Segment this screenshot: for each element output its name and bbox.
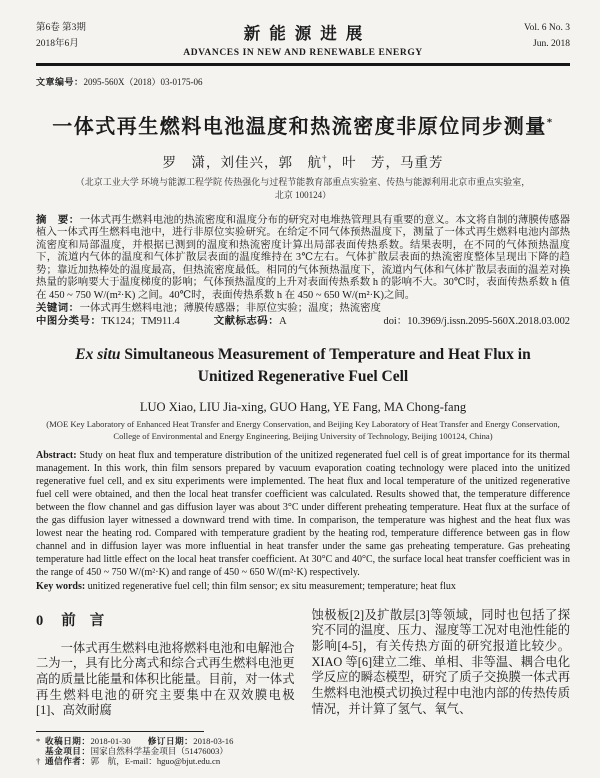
abstract-en — [36, 450, 570, 579]
footnote-divider — [36, 731, 204, 732]
affiliation-en: (MOE Key Laboratory of Enhanced Heat Transfer and Energy Conservation, and Beijing Key Laboratory of Heat Transfer and Energy Conservation, College of Environmental and Energy Engineering, Beijing University of Technology, Beijing 100124, China) — [46, 419, 560, 441]
date-cn: 2018年6月 — [36, 39, 79, 49]
volume-issue-cn: 第6卷 第3期 — [36, 23, 86, 33]
article-number — [36, 75, 570, 88]
body-columns — [36, 608, 570, 767]
paper-title-cn-text: 一体式再生燃料电池温度和热流密度非原位同步测量 — [52, 115, 547, 138]
paper-title-en-text: Simultaneous Measurement of Temperature and Heat Flux in Unitized Regenerative Fuel Cell — [120, 346, 531, 386]
revised-date: 2018-03-16 — [193, 736, 234, 747]
keywords-cn-text: 一体式再生燃料电池；薄膜传感器；非原位实验；温度；热流密度 — [79, 302, 381, 314]
section-number: 0 — [36, 612, 44, 629]
abstract-cn — [36, 215, 570, 303]
journal-title-block — [146, 20, 460, 58]
received-date: 2018-01-30 — [90, 736, 131, 747]
clc-group — [36, 315, 180, 328]
footnote-block — [36, 731, 295, 766]
journal-title-cn: 新能源进展 — [243, 24, 372, 43]
authors-cn-post: ，叶 芳，马重芳 — [327, 154, 444, 170]
authors-cn-pre: 罗 潇，刘佳兴，郭 航 — [162, 154, 322, 170]
paper-title-en — [70, 344, 536, 388]
affiliation-cn-line2: 北京 100124） — [274, 189, 332, 200]
abstract-en-label: Abstract: — [36, 450, 77, 462]
revised-label: 修订日期： — [147, 736, 194, 747]
keywords-cn — [36, 303, 570, 316]
article-number-value: 2095-560X（2018）03-0175-06 — [83, 76, 203, 87]
corresponding-value: 郭 航，E-mail：hguo@bjut.edu.cn — [90, 756, 221, 767]
affiliation-cn-line1: （北京工业大学 环境与能源工程学院 传热强化与过程节能教育部重点实验室、传热与能源利用北京市重点实验室， — [75, 176, 531, 187]
abstract-cn-label: 摘 要： — [36, 214, 80, 226]
received-label: 收稿日期： — [45, 736, 91, 747]
volume-issue-en: Vol. 6 No. 3 — [523, 23, 570, 33]
keywords-en-text: unitized regenerative fuel cell; thin film sensor; ex situ measurement; temperature; heat flux — [85, 580, 456, 592]
doc-code-group — [214, 315, 287, 328]
doc-code-value: A — [279, 316, 287, 328]
section-title: 前言 — [61, 612, 119, 629]
journal-header — [36, 20, 570, 58]
header-volume-issue-cn — [36, 20, 146, 52]
affiliation-cn — [36, 176, 570, 202]
authors-en: LUO Xiao, LIU Jia-xing, GUO Hang, YE Fang, MA Chong-fang — [139, 400, 467, 415]
article-number-label: 文章编号： — [36, 76, 84, 87]
title-footnote-mark: * — [546, 115, 554, 128]
header-volume-issue-en — [460, 20, 570, 52]
footnote-dates — [36, 736, 295, 746]
section-heading — [36, 609, 295, 630]
paper-title-cn — [36, 110, 570, 139]
keywords-en-label: Key words: — [36, 580, 86, 592]
fund-label: 基金项目： — [45, 746, 91, 757]
journal-title-en: ADVANCES IN NEW AND RENEWABLE ENERGY — [183, 48, 423, 58]
abstract-cn-text: 一体式再生燃料电池的热流密度和温度分布的研究对电堆热管理具有重要的意义。本文将自制的薄膜传感器植入一体式再生燃料电池中，进行非原位实验研究。在给定不同气体预热温度下，测量了一体式再生燃料电池内部热流密度和局部温度，并根据已测到的温度和热流密度计算出局部表面传热系数。结果表明，在不同的气体预热温度下，流道内气体的温度和气体扩散层表面的温度维持在 3℃左右。气体扩散层表面的热流密度整体呈现出下降的趋势；靠近加热棒处的温度最高，但热流密度最低。相同的气体预热温度下，流道内气体和气体扩散层表面的温差对换热量的影响要大于温度梯度的影响；气体预热温度的上升对表面传热系数 h 的影响不大。30℃时，表面传热系数 h 值在 450 ~ 750 W/(m²·K) 之间。40℃时，表面传热系数 h 在 450 ~ 650 W/(m²·K)之间。 — [36, 214, 571, 302]
corresponding-author-mark: † — [322, 153, 328, 163]
doc-code-label: 文献标志码： — [213, 316, 280, 328]
paper-title-en-italic: Ex situ — [75, 346, 121, 364]
clc-label: 中图分类号： — [36, 316, 102, 328]
classification-line — [36, 315, 570, 328]
body-paragraph-left: 一体式再生燃料电池将燃料电池和电解池合二为一，具有比分离式和综合式再生燃料电池更高的质量比能量和体积比能量。目前，对一体式再生燃料电池的研究主要集中在双效膜电极[1]、高效耐腐 — [36, 640, 295, 718]
footnote-mark-received: * — [36, 736, 41, 747]
authors-cn — [36, 151, 570, 171]
body-column-right — [312, 608, 571, 767]
footnote-mark-corresponding: † — [36, 756, 41, 767]
corresponding-label: 通信作者： — [45, 756, 91, 767]
body-column-left — [36, 608, 295, 767]
footnote-corresponding — [36, 756, 295, 766]
footnote-fund — [36, 746, 295, 756]
keywords-cn-label: 关键词： — [36, 302, 80, 314]
fund-value: 国家自然科学基金项目（51476003） — [90, 746, 228, 757]
header-divider — [36, 63, 570, 66]
keywords-en — [36, 580, 570, 593]
date-en: Jun. 2018 — [533, 39, 570, 49]
clc-value: TK124；TM911.4 — [101, 316, 180, 328]
abstract-en-text: Study on heat flux and temperature distribution of the unitized regenerated fuel cell is of great importance for its thermal management. In this work, thin film sensors prepared by vacuum evaporation coating technology were placed into the unitized regenerative fuel cell, and ex situ experiments were implemented. The heat flux and local temperature of the unitized regenerative fuel cell were obtained, and then the local heat transfer coefficient was calculated. Results showed that, the temperature difference between the flow channel and gas diffusion layer was about 3°C under different preheating temperature. Heat flux at the surface of the gas diffusion layer witnessed a downward trend with time. In comparison, the temperature was highest and the heat flux was lowest near the heating rod. Compared with temperature gradient by the heating rod, temperature difference between gas in flow channel and in diffusion layer was more influential in heat transfer under the same gas preheating temperature. Gas preheating temperature had little effect on the local heat transfer coefficient. At 30°C and 40°C, the surface local heat transfer coefficient was in the range of 450 ~ 750 W/(m²·K) and range of 450 ~ 650 W/(m²·K) respectively. — [36, 450, 570, 578]
body-paragraph-right: 蚀极板[2]及扩散层[3]等领域，同时也包括了探究不同的温度、压力、湿度等工况对电池性能的影响[4-5]，有关传热方面的研究报道比较少。XIAO 等[6]建立二维、单相、非等温、耦合电化学反应的瞬态模型，研究了质子交换膜一体式再生燃料电池模式切换过程中电池内部的传热传质情况，并计算了氢气、氧气、 — [311, 607, 570, 716]
doi: doi：10.3969/j.issn.2095-560X.2018.03.002 — [383, 316, 570, 328]
